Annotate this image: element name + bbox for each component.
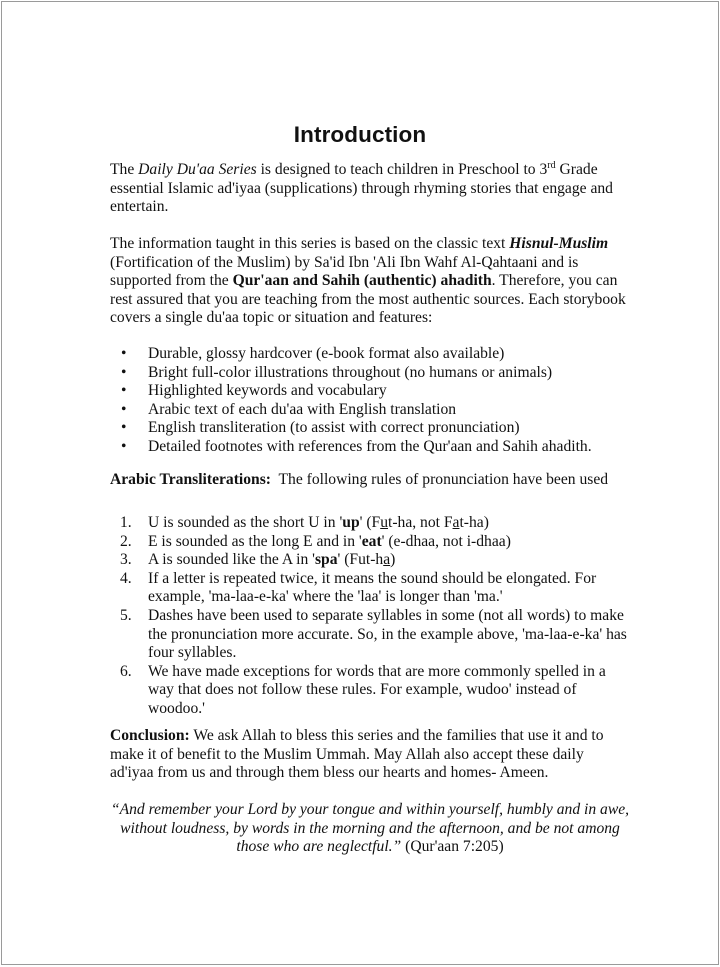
book-title: Hisnul-Muslim bbox=[509, 235, 609, 252]
conclusion-label: Conclusion: bbox=[110, 727, 190, 744]
list-item: 1. U is sounded as the short U in 'up' (Fut-ha, not Fat-ha) bbox=[120, 514, 489, 531]
list-item: 3. A is sounded like the A in 'spa' (Fut-ha) bbox=[120, 551, 396, 569]
page-title: Introduction bbox=[293, 122, 427, 147]
transliteration-heading: Arabic Transliterations: The following rules of pronunciation have been used bbox=[110, 471, 609, 488]
list-item: 2. E is sounded as the long E and in 'eat' (e-dhaa, not i-dhaa) bbox=[120, 532, 511, 550]
features-list bbox=[110, 345, 630, 457]
list-item: • Highlighted keywords and vocabulary bbox=[110, 382, 630, 401]
list-item: 5. Dashes have been used to separate syllables in some (not all words) to make the pronunciation more accurate. So, in the example above, 'ma-laa-e-ka' has four syllables. bbox=[120, 606, 627, 662]
list-item: • Detailed footnotes with references from the Qur'aan and Sahih ahadith. bbox=[110, 438, 630, 457]
list-item: 4. If a letter is repeated twice, it means the sound should be elongated. For example, 'ma-laa-e-ka' where the 'laa' is longer than 'ma.' bbox=[120, 569, 597, 606]
series-name: Daily Du'aa Series bbox=[138, 161, 257, 178]
document-page bbox=[1, 1, 719, 965]
transliteration-label: Arabic Transliterations: bbox=[110, 471, 271, 488]
intro-paragraph: The Daily Du'aa Series is designed to teach children in Preschool to 3rd Grade essential Islamic ad'iyaa (supplications) through rhyming stories that engage and entertain. bbox=[110, 159, 613, 216]
sources-highlight: Qur'aan and Sahih (authentic) ahadith bbox=[232, 272, 492, 290]
list-item: • Bright full-color illustrations throughout (no humans or animals) bbox=[110, 364, 630, 383]
quote-text: “And remember your Lord by your tongue and within yourself, humbly and in awe, without loudness, by words in the morning and the afternoon, and be not among those who are neglectful.” bbox=[110, 801, 630, 856]
info-paragraph: The information taught in this series is based on the classic text Hisnul-Muslim (Fortification of the Muslim) by Sa'id Ibn 'Ali Ibn Wahf Al-Qahtaani and is supported from the Qur'aan and Sahih (authentic) ahadith. Therefore, you can rest assured that you are teaching from the most authentic sources. Each storybook covers a single du'aa topic or situation and features: bbox=[110, 235, 626, 327]
quran-quote bbox=[110, 801, 630, 857]
list-item: 6. We have made exceptions for words that are more commonly spelled in a way that does not follow these rules. For example, wudoo' instead of woodoo.' bbox=[120, 662, 606, 717]
list-item: • Durable, glossy hardcover (e-book format also available) bbox=[110, 345, 630, 364]
list-item: • English transliteration (to assist with correct pronunciation) bbox=[110, 419, 630, 438]
conclusion-paragraph: Conclusion: We ask Allah to bless this series and the families that use it and to make it of benefit to the Muslim Ummah. May Allah also accept these daily ad'iyaa from us and through them bless our hearts and homes- Ameen. bbox=[110, 727, 604, 782]
list-item: • Arabic text of each du'aa with English translation bbox=[110, 401, 630, 420]
pronunciation-rules-list bbox=[110, 514, 630, 719]
quote-reference: (Qur'aan 7:205) bbox=[401, 838, 504, 856]
grade-superscript: rd bbox=[547, 159, 556, 171]
